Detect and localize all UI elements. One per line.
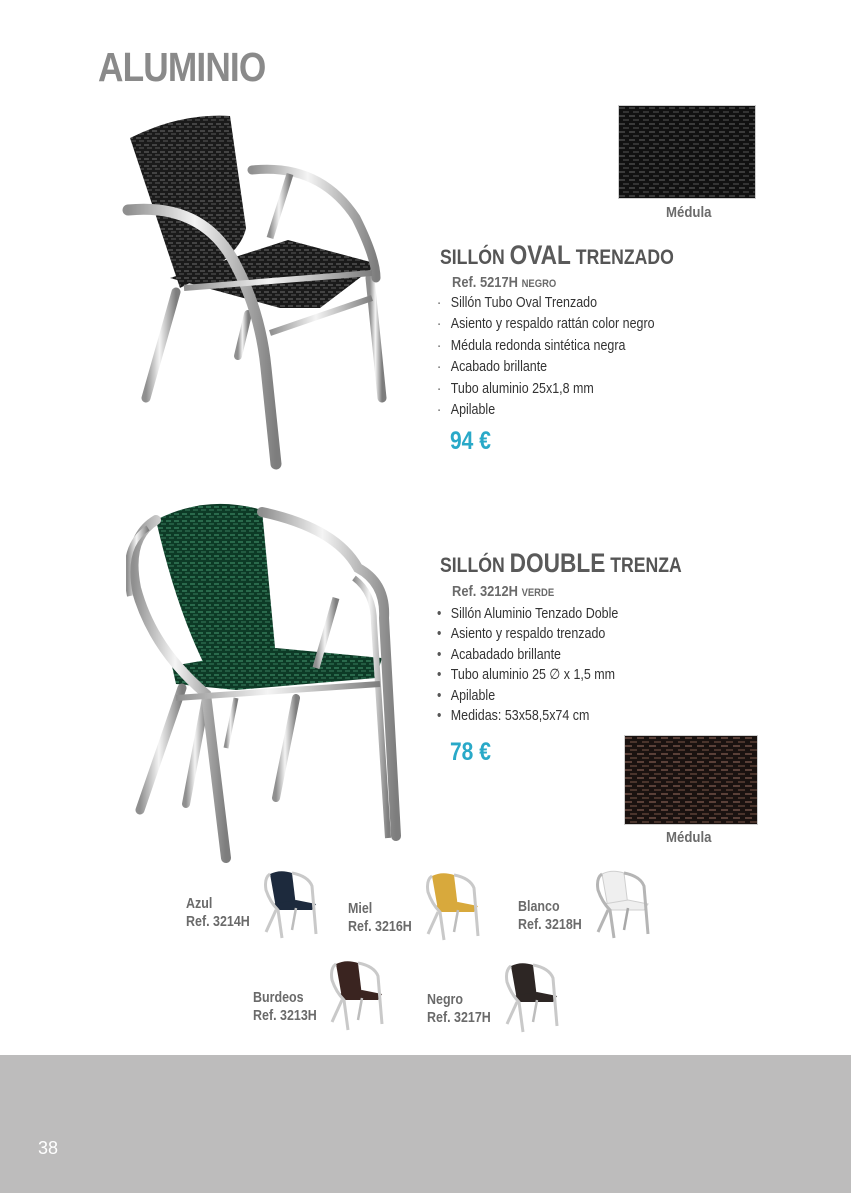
double-swatch-image <box>624 735 758 825</box>
ref-label: Ref. 5217H <box>452 274 518 291</box>
double-chair-image <box>126 498 416 866</box>
bullet: · <box>437 337 442 354</box>
feature-text: Apilable <box>450 401 496 418</box>
feature-item <box>437 357 655 378</box>
feature-item <box>437 665 618 685</box>
variant-miel-chair <box>424 872 482 942</box>
variant-color: Burdeos <box>253 990 304 1006</box>
feature-item <box>437 645 618 665</box>
oval-swatch-image <box>618 105 756 199</box>
bullet: · <box>437 359 442 376</box>
double-ref <box>452 583 554 600</box>
variant-burdeos-chair <box>328 960 386 1032</box>
bullet: • <box>437 707 442 724</box>
bullet: • <box>437 667 442 684</box>
variant-color: Negro <box>427 992 464 1008</box>
feature-text: Medidas: 53x58,5x74 cm <box>450 707 590 724</box>
title-suffix: TRENZA <box>605 554 682 577</box>
ref-color: NEGRO <box>521 278 557 290</box>
double-feature-list <box>437 604 618 726</box>
feature-text: Asiento y respaldo rattán color negro <box>450 316 655 333</box>
variant-ref: Ref. 3214H <box>186 914 250 930</box>
variant-blanco-chair <box>594 870 652 940</box>
feature-item <box>437 400 655 421</box>
variant-negro-label <box>427 991 491 1027</box>
footer-band <box>0 1055 851 1193</box>
feature-text: Médula redonda sintética negra <box>450 337 626 354</box>
variant-color: Miel <box>348 901 373 917</box>
feature-item <box>437 686 618 706</box>
bullet: · <box>437 295 442 311</box>
feature-text: Acabadado brillante <box>450 646 562 663</box>
variant-ref: Ref. 3218H <box>518 917 582 933</box>
oval-feature-list <box>437 293 655 421</box>
oval-swatch-label: Médula <box>666 204 712 221</box>
feature-text: Tubo aluminio 25 ∅ x 1,5 mm <box>450 667 616 684</box>
variant-color: Azul <box>186 896 213 912</box>
section-title: ALUMINIO <box>98 44 266 90</box>
feature-item <box>437 336 655 357</box>
variant-color: Blanco <box>518 899 560 915</box>
oval-price: 94 € <box>450 427 491 455</box>
variant-azul-label <box>186 895 250 931</box>
oval-ref <box>452 274 556 291</box>
title-prefix: SILLÓN <box>440 246 510 269</box>
title-suffix: TRENZADO <box>570 246 674 269</box>
feature-item <box>437 379 655 400</box>
bullet: · <box>437 316 442 333</box>
feature-text: Tubo aluminio 25x1,8 mm <box>450 380 594 397</box>
feature-item <box>437 624 618 644</box>
title-main: OVAL <box>509 240 571 270</box>
feature-text: Sillón Tubo Oval Trenzado <box>450 295 598 311</box>
feature-item <box>437 293 655 314</box>
variant-ref: Ref. 3216H <box>348 919 412 935</box>
oval-product-title <box>440 240 674 271</box>
double-product-title <box>440 548 682 579</box>
feature-item <box>437 314 655 335</box>
variant-azul-chair <box>262 870 320 940</box>
bullet: · <box>437 380 442 397</box>
oval-chair-image <box>120 108 390 470</box>
feature-text: Apilable <box>450 687 496 704</box>
feature-text: Acabado brillante <box>450 359 548 376</box>
variant-negro-chair <box>503 962 561 1034</box>
ref-label: Ref. 3212H <box>452 583 518 600</box>
feature-text: Asiento y respaldo trenzado <box>450 626 606 643</box>
variant-ref: Ref. 3213H <box>253 1008 317 1024</box>
page-number: 38 <box>38 1138 59 1158</box>
bullet: • <box>437 687 442 704</box>
title-main: DOUBLE <box>509 548 606 578</box>
double-swatch-label: Médula <box>666 829 712 846</box>
bullet: · <box>437 401 442 418</box>
feature-text: Sillón Aluminio Tenzado Doble <box>450 606 619 622</box>
bullet: • <box>437 646 442 663</box>
variant-burdeos-label <box>253 989 317 1025</box>
title-prefix: SILLÓN <box>440 554 510 577</box>
variant-miel-label <box>348 900 412 936</box>
double-price: 78 € <box>450 738 491 766</box>
bullet: • <box>437 626 442 643</box>
feature-item <box>437 706 618 726</box>
variant-ref: Ref. 3217H <box>427 1010 491 1026</box>
variant-blanco-label <box>518 898 582 934</box>
ref-color: VERDE <box>521 587 555 599</box>
feature-item <box>437 604 618 624</box>
bullet: • <box>437 606 442 622</box>
